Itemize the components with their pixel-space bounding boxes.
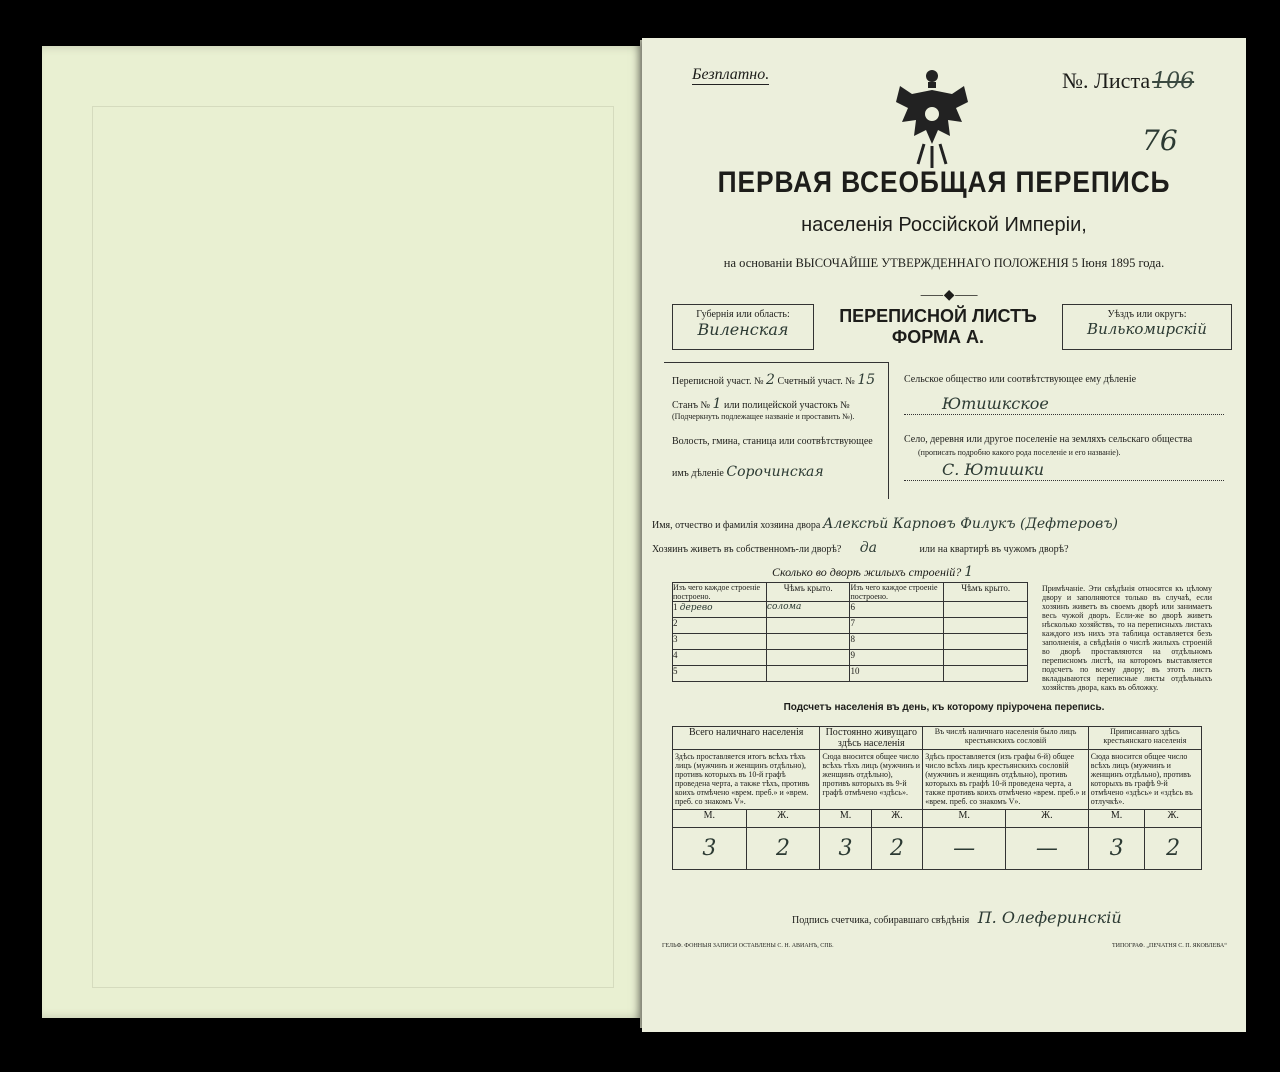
census-section-label: Переписной участ. №: [672, 376, 764, 387]
volost-label: Волость, гмина, станица или соотвѣтствующее: [672, 436, 873, 447]
col-material-header-2: Изъ чего каждое строеніе построено.: [850, 583, 944, 602]
free-label: Безплатно.: [692, 66, 770, 83]
building-row-8: 8: [850, 634, 944, 650]
building-row-2: 2: [673, 618, 767, 634]
table-row: [673, 618, 1028, 634]
footer-left: ГЕЛЬФ. ФОННЫЯ ЗАПИСИ ОСТАВЛЕНЫ С. Н. АВИАНЪ, СПБ.: [662, 943, 834, 949]
province-label: Губернія или область:: [696, 309, 790, 320]
volost-value: Сорочинская: [726, 464, 824, 480]
buildings-value: 1: [964, 564, 974, 580]
district-label: Уѣздъ или округъ:: [1107, 309, 1187, 320]
sheet-number-value: 106: [1152, 69, 1195, 94]
form-subtitle: населенія Россійской Имперіи,: [801, 214, 1087, 236]
pop-col-registered-desc: Сюда вносится общее число всѣхъ лицъ (мужчинъ и женщинъ отдѣльно), противъ которыхъ въ графѣ 9-й отмѣчено «здѣсь» и «здѣсь въ отлучкѣ».: [1088, 750, 1201, 810]
volost-field: [672, 464, 824, 480]
table-row: [673, 666, 1028, 682]
population-heading: Подсчетъ населенія въ день, къ которому пріурочена перепись.: [783, 702, 1105, 713]
village-note: (прописать подробно какого рода поселеніе и его названіе).: [918, 448, 1121, 457]
form-title: ПЕРВАЯ ВСЕОБЩАЯ ПЕРЕПИСЬ: [717, 166, 1171, 199]
owner-value: Алексѣй Карповъ Филукъ (Дефтеровъ): [822, 516, 1119, 532]
pop-col-permanent-title: Постоянно живущаго здѣсь населенія: [820, 727, 923, 750]
building-roof-1: солома: [766, 602, 850, 618]
lives-own-value: да: [859, 540, 878, 556]
f-label: Ж.: [1145, 810, 1202, 828]
peasant-m: —: [923, 828, 1006, 870]
pop-col-total-desc: Здѣсь проставляется итогъ всѣхъ тѣхъ лицъ (мужчинъ и женщинъ отдѣльно), противъ которыхъ въ 10-й графѣ проведена черта, а также тѣхъ, противъ коихъ отмѣчено «врем. преб.» и «врем. преб. со знакомъ V».: [673, 750, 820, 810]
lives-own-label: Хозяинъ живетъ въ собственномъ-ли дворѣ?: [652, 544, 842, 555]
building-row-4: 4: [673, 650, 767, 666]
form-title-text: ПЕРЕПИСНОЙ ЛИСТЪ: [839, 306, 1037, 326]
col-material-header: Изъ чего каждое строеніе построено.: [673, 583, 767, 602]
village-value: С. Ютишки: [942, 460, 1044, 479]
buildings-table: [672, 582, 1028, 682]
province-box: [672, 304, 814, 350]
rural-society-line: [904, 414, 1224, 415]
owner-field: [652, 516, 1118, 532]
district-value: Вилькомирскій: [1087, 320, 1207, 338]
police-label: или полицейской участокъ №: [723, 400, 850, 411]
stan-label: Станъ №: [672, 400, 711, 411]
decree-line: на основаніи ВЫСОЧАЙШЕ УТВЕРЖДЕННАГО ПОЛОЖЕНІЯ 5 Іюня 1895 года.: [723, 256, 1165, 270]
census-section-field: [672, 372, 875, 388]
building-row-7: 7: [850, 618, 944, 634]
total-f: 2: [746, 828, 820, 870]
form-heading: [818, 306, 1058, 348]
table-row: [673, 650, 1028, 666]
volost-label2: имъ дѣленіе: [672, 468, 724, 479]
f-label: Ж.: [746, 810, 820, 828]
registered-f: 2: [1145, 828, 1202, 870]
note-text: Примѣчаніе. Эти свѣдѣнія относятся къ цѣлому двору и заполняются только въ случаѣ, если хозяинъ живетъ въ своемъ дворѣ или занимаетъ весь чужой дворъ. Если-же во дворѣ живетъ нѣсколько хозяйствъ, то на переписныхъ листахъ каждого изъ нихъ эта таблица оставляется безъ заполненія, а свѣдѣнія о числѣ жилыхъ строеній во дворѣ проставляются на отдѣльномъ переписномъ листѣ, на которомъ выставляется подсчетъ по всему двору; въ этотъ листъ вкладываются переписные листы отдѣльныхъ хозяйствъ двора, какъ въ обложку.: [1042, 584, 1212, 692]
building-row-1: 1 дерево: [673, 602, 767, 618]
building-row-6: 6: [850, 602, 944, 618]
stan-value: 1: [712, 396, 722, 412]
count-section-value: 15: [857, 372, 876, 388]
signature-field: [792, 908, 1122, 927]
sheet-number: [1062, 68, 1194, 94]
district-box: [1062, 304, 1232, 350]
building-row-5: 5: [673, 666, 767, 682]
f-label: Ж.: [1006, 810, 1089, 828]
village-line: [904, 480, 1224, 481]
rural-society-label: Сельское общество или соотвѣтствующее ему дѣленіе: [904, 374, 1137, 385]
census-form-page: [642, 38, 1246, 1032]
buildings-field: [772, 564, 973, 580]
table-row: [673, 634, 1028, 650]
lives-rent-label: или на квартирѣ въ чужомъ дворѣ?: [919, 544, 1069, 555]
m-label: М.: [673, 810, 747, 828]
sheet-number-label: №. Листа: [1062, 68, 1151, 93]
left-blank-page: [42, 46, 650, 1018]
corner-number: 76: [1142, 124, 1178, 157]
building-row-10: 10: [850, 666, 944, 682]
building-row-3: 3: [673, 634, 767, 650]
underline-note: (Подчеркнуть подлежащее названіе и проставить №).: [672, 412, 855, 421]
building-row-9: 9: [850, 650, 944, 666]
col-roof-header-2: Чѣмъ крыто.: [944, 583, 1028, 602]
col-roof-header: Чѣмъ крыто.: [766, 583, 850, 602]
buildings-label: Сколько во дворѣ жилыхъ строеній?: [772, 565, 962, 579]
registered-m: 3: [1088, 828, 1145, 870]
lives-field: [652, 540, 1069, 556]
f-label: Ж.: [871, 810, 922, 828]
signature-value: П. Олеферинскій: [977, 908, 1122, 927]
total-m: 3: [673, 828, 747, 870]
double-headed-eagle-emblem: [894, 64, 970, 172]
count-section-label: Счетный участ. №: [777, 376, 855, 387]
village-label: Село, деревня или другое поселеніе на земляхъ сельскаго общества: [904, 434, 1193, 445]
stan-field: [672, 396, 850, 412]
pop-col-total-title: Всего наличнаго населенія: [673, 727, 820, 750]
pop-col-peasant-desc: Здѣсь проставляется (изъ графы 6-й) общее число всѣхъ лицъ крестьянскихъ сословій (мужчинъ и женщинъ отдѣльно), противъ которыхъ въ графѣ 10-й проведена черта, а также противъ коихъ отмѣчено «врем. преб.» и «врем. преб. со знакомъ V».: [923, 750, 1089, 810]
pop-col-permanent-desc: Сюда вносится общее число всѣхъ тѣхъ лицъ (мужчинъ и женщинъ отдѣльно), противъ которыхъ въ 9-й графѣ отмѣчено «здѣсь».: [820, 750, 923, 810]
permanent-f: 2: [871, 828, 922, 870]
footer-right: ТИПОГРАФ. „ПЕЧАТНЯ С. П. ЯКОВЛЕВА“: [1112, 943, 1227, 949]
bleed-through-grid: [92, 106, 614, 988]
m-label: М.: [1088, 810, 1145, 828]
permanent-m: 3: [820, 828, 871, 870]
peasant-f: —: [1006, 828, 1089, 870]
population-table: [672, 726, 1202, 870]
owner-label: Имя, отчество и фамилія хозяина двора: [652, 520, 821, 531]
form-name-text: ФОРМА А.: [891, 327, 985, 347]
table-row: [673, 602, 1028, 618]
m-label: М.: [820, 810, 871, 828]
ornament-divider: ⸺◆⸺: [920, 288, 979, 303]
rural-society-value: Ютишкское: [942, 394, 1049, 413]
m-label: М.: [923, 810, 1006, 828]
census-section-value: 2: [766, 372, 775, 388]
pop-col-peasant-title: Въ числѣ наличнаго населенія было лицъ крестьянскихъ сословій: [923, 727, 1089, 750]
province-value: Виленская: [697, 320, 789, 339]
pop-col-registered-title: Приписаннаго здѣсь крестьянскаго населенія: [1088, 727, 1201, 750]
signature-label: Подпись счетчика, собиравшаго свѣдѣнія: [792, 915, 970, 926]
